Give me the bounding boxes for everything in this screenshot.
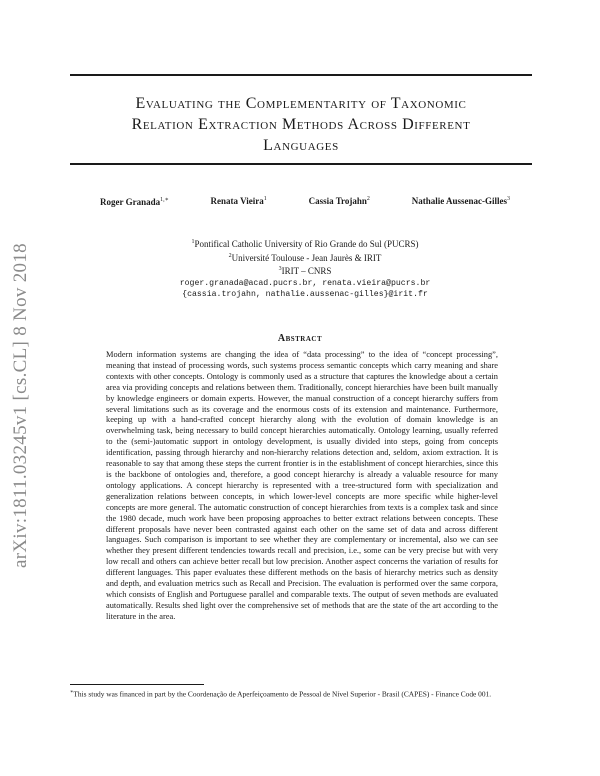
footnote: ∗This study was financed in part by the Coordenação de Aperfeiçoamento de Pessoal de Nível Superior - Brasil (CAPES) - Finance Code 001. (70, 689, 492, 699)
author: Roger Granada$^{1,∗}$ (100, 197, 169, 207)
author: Renata Vieira$^1$ (210, 196, 267, 206)
title-bottom-rule (70, 163, 532, 165)
email-line[interactable]: roger.granada@acad.pucrs.br, renata.vieira@pucrs.br (179, 278, 431, 288)
title-line-1: Evaluating the Complementarity of Taxonomic (135, 95, 467, 112)
affiliations (160, 237, 450, 301)
affiliation-line: $^3$IRIT – CNRS (278, 266, 332, 276)
email-line[interactable]: {cassia.trojahn, nathalie.aussenac-gilles}@irit.fr (182, 290, 428, 299)
author-list (100, 196, 510, 207)
title-line-2: Relation Extraction Methods Across Different (131, 116, 471, 133)
author: Cassia Trojahn$^2$ (308, 196, 370, 206)
paper-title (70, 93, 532, 156)
title-line-3: Languages (263, 137, 339, 154)
abstract-heading: Abstract (277, 333, 323, 344)
affiliation-line: $^2$Université Toulouse - Jean Jaurès & IRIT (228, 252, 382, 263)
title-top-rule (70, 74, 532, 76)
affiliation-line: $^1$Pontifical Catholic University of Rio Grande do Sul (PUCRS) (191, 239, 419, 249)
footnote-rule (70, 684, 204, 685)
arxiv-identifier-stamp: arXiv:1811.03245v1 [cs.CL] 8 Nov 2018 (10, 243, 31, 568)
abstract-body: Modern information systems are changing the idea of “data processing” to the idea of “concept processing”, meaning that instead of processing words, such systems process semantic concepts which carry meaning and share contexts with other concepts. Ontology is commonly used as a structure that captures the knowledge about a certain area via providing concepts and relations between them. Traditionally, concept hierarchies have been built manually by knowledge engineers or domain experts. However, the manual construction of a concept hierarchy suffers from several limitations such as its coverage and the enormous costs of its extension and maintenance. Furthermore, keeping up with a hand-crafted concept hierarchy along with the evolution of domain knowledge is an overwhelming task, being necessary to build concept hierarchies automatically. Ontology learning, usually referred to the (semi-)automatic support in ontology development, is usually divided into steps, going from concepts identification, passing through hierarchy and non-hierarchy relations detection and, seldom, axiom extraction. It is reasonable to say that among these steps the current frontier is in the establishment of concept hierarchies, since this is the backbone of ontologies and, therefore, a good concept hierarchy is already a valuable resource for many ontology applications. A concept hierarchy is represented with a tree-structured form with specialization and generalization relations between concepts, in which lower-level concepts are more specific while higher-level concepts are more general. The automatic construction of concept hierarchies from texts is a complex task and since the 1980 decade, much work have been proposing approaches to better extract relations between concepts. These different proposals have never been contrasted against each other on the same set of data and across different languages. Such comparison is important to see whether they are complementary or incremental, also we can see whether they present different tendencies towards recall and precision, i.e., some can be very precise but with very low recall and others can achieve better recall but low precision. Another aspect concerns the variation of results for different languages. This paper evaluates these different methods on the basis of hierarchy metrics such as density and depth, and evaluation metrics such as Recall and Precision. The evaluation is performed over the same corpora, which consists of English and Portuguese parallel and comparable texts. The output of seven methods are evaluated automatically. Results shed light over the comprehensive set of methods that are the state of the art according to the literature in the area. (106, 350, 498, 621)
author: Nathalie Aussenac-Gilles$^3$ (411, 196, 510, 206)
